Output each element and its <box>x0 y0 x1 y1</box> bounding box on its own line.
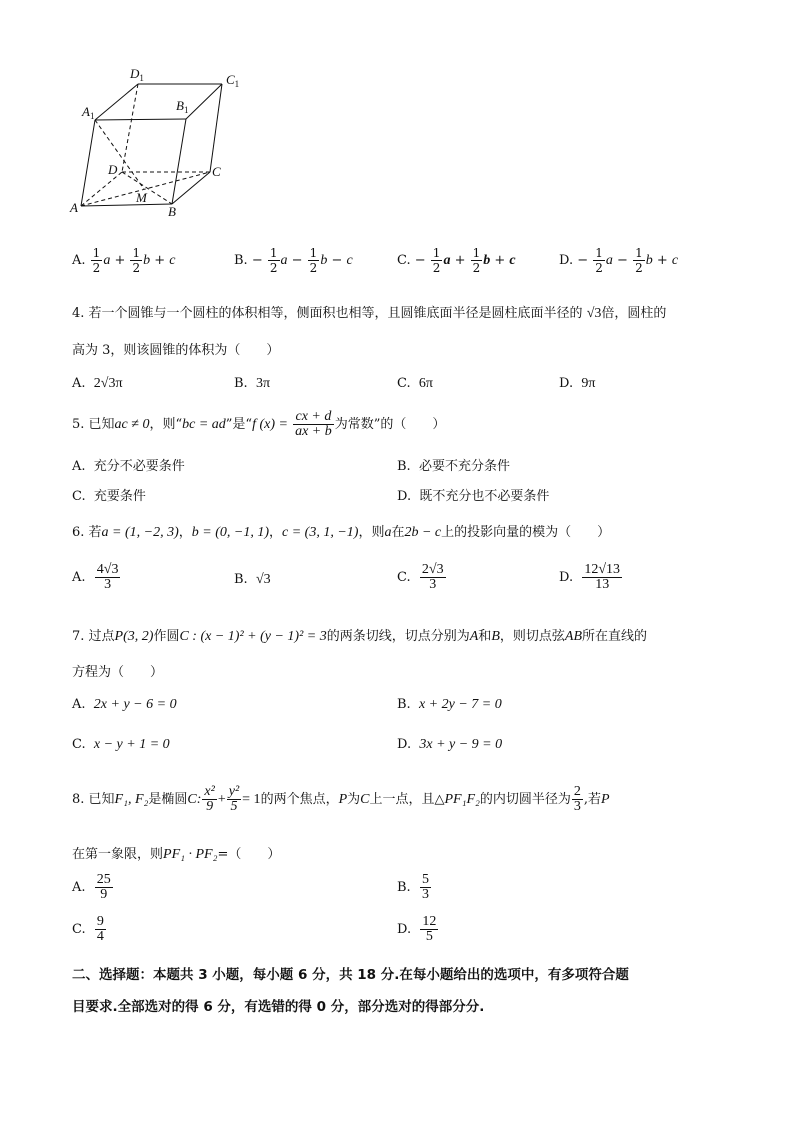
label-B1: $B_1$ <box>176 98 189 115</box>
q4-option-a[interactable]: A. 2√3π <box>72 376 123 391</box>
label-M: M <box>136 190 147 205</box>
q8-option-d[interactable]: D. $\frac{12}{5}$ <box>397 914 437 944</box>
q7-option-a[interactable]: A. 2x + y − 6 = 0 <box>72 697 177 712</box>
q8-option-a[interactable]: A. $\frac{25}{9}$ <box>72 872 111 902</box>
q3-option-c[interactable]: C. − $\frac{1}{2}$ a + $\frac{1}{2}$ b + c <box>397 246 516 275</box>
q3-option-d[interactable]: D. − $\frac{1}{2}$ a − $\frac{1}{2}$ b + c <box>559 246 679 275</box>
q8-stem-line1: 8. 已知F₁, F₂是椭圆C: $\frac{\text{x²}}{9}$ + $\frac{\text{y²}}{5}$ = 1的两个焦点，P为C上一点，且△PF₁F₂的内切圆半径为 $\frac{2}{3}$ ,若P <box>72 784 610 814</box>
parallelepiped-figure <box>60 64 260 224</box>
q7-stem-line2: 方程为（ ） <box>72 665 164 680</box>
q6-option-b[interactable]: B. √3 <box>234 572 271 587</box>
q5-option-c[interactable]: C. 充要条件 <box>72 489 146 504</box>
section2-heading-line1: 二、选择题：本题共 3 小题，每小题 6 分，共 18 分.在每小题给出的选项中，有多项符合题 <box>72 967 629 983</box>
q7-option-c[interactable]: C. x − y + 1 = 0 <box>72 737 170 752</box>
label-D: D <box>108 162 118 177</box>
section2-heading-line2: 目要求.全部选对的得 6 分，有选错的得 0 分，部分选对的得部分分. <box>72 999 485 1015</box>
q4-option-b[interactable]: B. 3π <box>234 376 271 391</box>
label-D1: $D_1$ <box>130 66 144 83</box>
q5-option-d[interactable]: D. 既不充分也不必要条件 <box>397 489 550 504</box>
q5-option-a[interactable]: A. 充分不必要条件 <box>72 459 185 474</box>
q4-option-c[interactable]: C. 6π <box>397 376 433 391</box>
q4-stem-line1: 4. 若一个圆锥与一个圆柱的体积相等，侧面积也相等，且圆锥底面半径是圆柱底面半径的 √3倍，圆柱的 <box>72 306 667 321</box>
label-A: A <box>70 200 78 215</box>
q7-option-d[interactable]: D. 3x + y − 9 = 0 <box>397 737 503 752</box>
q5-stem: 5. 已知ac ≠ 0，则“bc = ad”是“f (x) = $\frac{cx + d}{ax + b}$ 为常数”的（ ） <box>72 409 446 439</box>
q6-stem: 6. 若a = (1, −2, 3)，b = (0, −1, 1)，c = (3, 1, −1)，则a在2b − c上的投影向量的模为（ ） <box>72 525 611 540</box>
q7-option-b[interactable]: B. x + 2y − 7 = 0 <box>397 697 502 712</box>
q8-option-b[interactable]: B. $\frac{5}{3}$ <box>397 872 429 902</box>
label-C: C <box>212 164 221 179</box>
q7-stem-line1: 7. 过点P(3, 2)作圆C : (x − 1)² + (y − 1)² = 3的两条切线，切点分别为A和B，则切点弦AB所在直线的 <box>72 629 648 644</box>
q8-option-c[interactable]: C. $\frac{9}{4}$ <box>72 914 104 944</box>
q3-option-a[interactable]: A. $\frac{1}{2}$ a + $\frac{1}{2}$ b + c <box>72 246 176 275</box>
label-C1: $C_1$ <box>226 72 240 89</box>
q6-option-c[interactable]: C. $\frac{2√3}{3}$ <box>397 562 444 592</box>
q4-stem-line2: 高为 3，则该圆锥的体积为（ ） <box>72 343 280 358</box>
q5-option-b[interactable]: B. 必要不充分条件 <box>397 459 510 474</box>
q6-option-a[interactable]: A. $\frac{4√3}{3}$ <box>72 562 119 592</box>
q8-stem-line2: 在第一象限，则PF₁ · PF₂=（ ） <box>72 847 281 862</box>
q3-option-b[interactable]: B. − $\frac{1}{2}$ a − $\frac{1}{2}$ b − c <box>234 246 353 275</box>
label-B: B <box>168 204 176 219</box>
q6-option-d[interactable]: D. $\frac{12√13}{13}$ <box>559 562 621 592</box>
q4-option-d[interactable]: D. 9π <box>559 376 596 391</box>
label-A1: $A_1$ <box>82 104 95 121</box>
